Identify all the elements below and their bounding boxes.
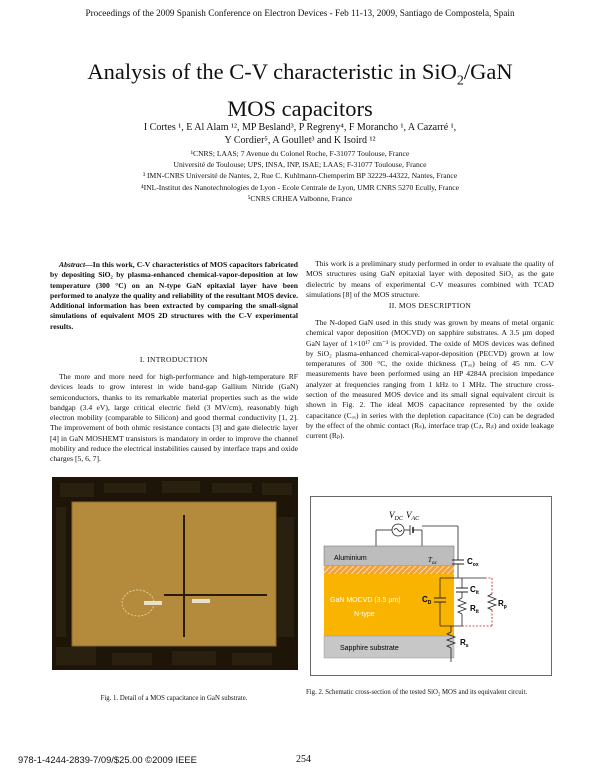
- fig2-diagram: [310, 496, 552, 676]
- author-list: [30, 122, 570, 147]
- sapphire-label: Sapphire substrate: [340, 645, 399, 652]
- rp-label: $R_p$: [498, 599, 507, 610]
- affiliation: ¹CNRS; LAAS; 7 Avenue du Colonel Roche, F-31077 Toulouse, France: [190, 149, 410, 158]
- affiliation: ⁴INL-Institut des Nanotechnologies de Lyon - Ecole Centrale de Lyon, UMR CNRS 5270 Ecully, France: [140, 182, 460, 192]
- affiliation: ⁵CNRS CRHEA Valbonne, France: [247, 193, 353, 203]
- authors-line1: I Cortes ¹, E Al Alam ¹², MP Besland³, P Regreny⁴, F Morancho ¹, A Cazarré ¹,: [143, 122, 457, 133]
- page-number: 254: [296, 754, 311, 765]
- rp-resistor-icon: [488, 594, 496, 610]
- affiliation: ³ IMN-CNRS Université de Nantes, 2, Rue C. Kuhlmann-Chemperim BP 32229-44322, Nantes, France: [142, 171, 458, 181]
- abstract-label: Abstract: [59, 260, 86, 269]
- oxide-layer: [324, 566, 454, 574]
- fig1-micrograph: [52, 477, 298, 670]
- rs-label: $R_s$: [460, 638, 469, 649]
- section-title-mos: II. MOS DESCRIPTION: [388, 301, 472, 310]
- cox-label: $C_{ox}$: [467, 557, 479, 568]
- ntype-label: N-type: [354, 611, 375, 618]
- right-intro-paragraph: This work is a preliminary study performed in order to evaluate the quality of MOS structures using GaN epitaxial layer with deposited SiO₂ as the gate dielectric by means of experimental C-V measures combined with TCAD simulations [8] of the MOS structure.: [306, 259, 554, 299]
- section-title-introduction: I. INTRODUCTION: [139, 355, 209, 364]
- paper-title: [40, 58, 560, 122]
- right-intro-text: [306, 259, 554, 300]
- gan-layer: [324, 574, 454, 636]
- abstract: [50, 260, 298, 332]
- mos-paragraph: The N-doped GaN used in this study was grown by means of metal organic chemical vapor deposition (MOCVD) on sapphire substrates. A 3.5 µm doped GaN layer of 1×10¹⁷ cm⁻³ is provided. The oxide of MOS devices was defined by SiO₂ plasma-enhanced chemical-vapor-deposition (PECVD) grown at low temperatures of 300 °C, the oxide thickness (Tₒₓ) being of 45 nm. C-V measurements have been performed using an HP 4284A precision impedance analyzer at frequencies ranging from 1 kHz to 1 MHz. The structure cross-section of the measured MOS device and its small signal equivalent circuit is shown in Fig. 2. The ideal MOS capacitance represented by the oxide capacitance (Cₒₓ) in series with the depletion capacitance (Cᴅ) can be degraded by the effect of the ohmic contact (Rₛ), interface trap (Cᵢₜ, Rᵢₜ) and oxide leakage current (Rₚ).: [306, 318, 554, 441]
- intro-paragraph: The more and more need for high-performance and high-temperature RF devices leads to grow interest in wide band-gap Gallium Nitride (GaN) semiconductors, thanks to its remarkable material properties such as the wide bandgap (3.4 eV), large critical electric field (3 MV/cm), reasonably high electron mobility (comparable to Silicon) and good thermal conductivity [1, 2]. The improvement of both ohmic resistance contacts [3] and gate dielectric layer [4] in GaN MOSHEMT transistors is mandatory in order to improve the channel mobility and reduce the electrical instabilities caused by interface traps and oxide charges [5, 6, 7].: [50, 372, 298, 464]
- fig2-caption: Fig. 2. Schematic cross-section of the tested SiO₂ MOS and its equivalent circuit.: [306, 689, 528, 696]
- cit-label: $C_{it}$: [470, 585, 479, 596]
- gan-label: GaN MOCVD (3.5 µm): [330, 597, 401, 604]
- tox-label: $T_{ox}$: [428, 556, 437, 566]
- title-line1: Analysis of the C-V characteristic in SiO: [87, 59, 457, 84]
- mos-description-text: [306, 318, 554, 442]
- rit-resistor-icon: [458, 598, 466, 614]
- rit-label: $R_{it}$: [470, 604, 479, 615]
- affiliations: [30, 148, 570, 204]
- introduction-text: [50, 372, 298, 465]
- fig1-caption: Fig. 1. Detail of a MOS capacitance in GaN substrate.: [100, 695, 248, 702]
- vac-label: $V_{AC}$: [406, 510, 420, 522]
- title-line1-end: /GaN: [463, 59, 513, 84]
- cd-label: $C_D$: [422, 595, 432, 606]
- aluminium-label: Aluminium: [334, 555, 367, 562]
- title-line2: MOS capacitors: [227, 95, 373, 121]
- footer-copyright: 978-1-4244-2839-7/09/$25.00 ©2009 IEEE: [18, 754, 197, 765]
- authors-line2: Y Cordier⁵, A Goullet³ and K Isoird ¹²: [224, 134, 376, 146]
- title-sub: 2: [456, 73, 464, 89]
- vdc-label: $V_{DC}$: [389, 510, 403, 522]
- micrograph-image: [52, 477, 298, 670]
- affiliation: Université de Toulouse; UPS, INSA, INP, ISAE; LAAS; F-31077 Toulouse, France: [173, 160, 427, 170]
- abstract-text: —In this work, C-V characteristics of MOS capacitors fabricated by depositing SiO₂ by plasma-enhanced chemical-vapor-deposition at low temperature (300 °C) on an N-type GaN epitaxial layer have been performed to analyze the quality and reliability of the resultant MOS device. Additional information has been extracted by comparing the small-signal simulations of equivalent MOS 2D structures with the C-V experimental results.: [50, 260, 298, 331]
- proceedings-header: Proceedings of the 2009 Spanish Conference on Electron Devices - Feb 11-13, 2009, Santiago de Compostela, Spain: [85, 8, 515, 18]
- mos-schematic: [310, 496, 552, 676]
